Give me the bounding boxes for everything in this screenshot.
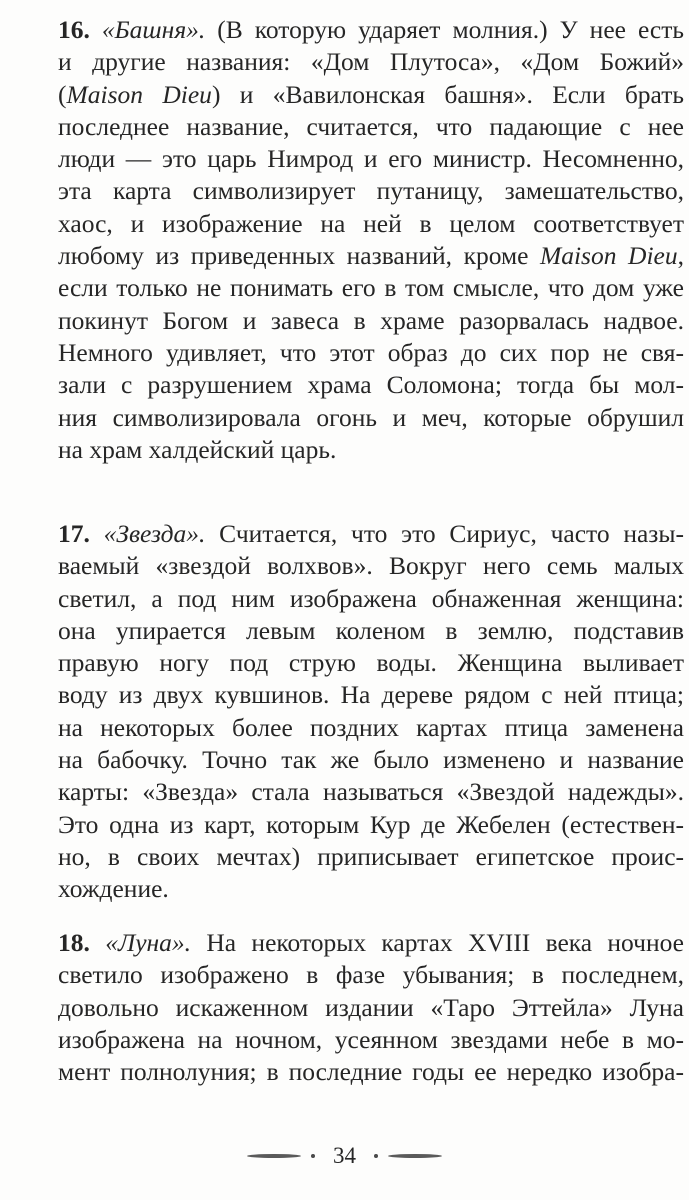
ornament-left-icon [247,1154,301,1158]
bullet-icon [311,1154,315,1158]
entry-18-paragraph [58,927,684,1088]
text-fragment: ) и «Вавилонская башня». Если брать [211,79,684,109]
entry-16-paragraph [58,14,684,466]
text-line: и другие названия: «Дом Плутоса», «Дом Божий» [58,47,684,77]
text-line: довольно искаженном издании «Таро Эттейла» Луна [58,992,684,1022]
text-line [58,240,684,272]
text-line: ваемый «звездой волхвов». Вокруг него семь малых [58,551,684,581]
text-line: Это одна из карт, которым Кур де Жебелен (естествен- [58,809,684,839]
page-footer [0,1138,689,1174]
italic-term: Maison Dieu [66,79,212,109]
text-line: Немного удивляет, что этот образ до сих пор не свя- [58,337,684,367]
page-number: 34 [333,1143,356,1168]
text-fragment: любому из приведенных названий, кроме [58,241,540,271]
bullet-icon [374,1154,378,1158]
text-line: хождение. [58,874,169,904]
text-line: люди — это царь Нимрод и его министр. Несомненно, [58,144,684,174]
text-line [58,927,684,959]
entry-title: «Луна». [105,928,192,957]
text-line: ния символизировала огонь и меч, которые обрушил [58,402,684,432]
entry-number: 16. [58,15,90,44]
text-fragment: На некоторых картах XVIII века ночное [191,928,684,957]
entry-17-paragraph [58,518,684,906]
text-line: изображена на ночном, усеянном звездами небе в мо- [58,1024,684,1054]
entry-title: «Звезда». [103,519,206,548]
text-line: но, в своих мечтах) приписывает египетское проис- [58,841,684,871]
text-line: воду из двух кувшинов. На дереве рядом с ней птица; [58,680,684,710]
text-line: она упирается левым коленом в землю, подставив [58,615,684,645]
italic-term: Maison Dieu [539,241,678,271]
text-fragment: , [677,241,684,271]
text-line: светило изображено в фазе убывания; в последнем, [58,960,684,990]
text-line: эта карта символизирует путаницу, замешательство, [58,176,684,206]
text-line: мент полнолуния; в последние годы ее нередко изобра- [58,1057,684,1087]
text-line [58,14,684,46]
text-line: правую ногу под струю воды. Женщина выливает [58,648,684,678]
text-line: покинут Богом и завеса в храме разорвалась надвое. [58,305,684,335]
text-fragment: Считается, что это Сириус, часто назы- [205,519,684,548]
text-line [58,79,684,111]
entry-number: 18. [58,928,90,957]
text-line: на храм халдейский царь. [58,434,337,464]
text-line: на бабочку. Точно так же было изменено и название [58,745,684,775]
text-fragment: ( [58,79,67,109]
text-line: зали с разрушением храма Соломона; тогда бы мол- [58,370,684,400]
text-line: светил, а под ним изображена обнаженная женщина: [58,583,684,613]
text-line: карты: «Звезда» стала называться «Звездой надежды». [58,777,684,807]
ornament-right-icon [388,1154,442,1158]
text-line [58,518,684,550]
text-fragment: (В которую ударяет молния.) У нее есть [205,15,684,44]
entry-number: 17. [58,519,90,548]
text-line: последнее название, считается, что падающие с нее [58,111,684,141]
text-line: если только не понимать его в том смысле, что дом уже [58,273,684,303]
text-line: на некоторых более поздних картах птица заменена [58,712,684,742]
text-line: хаос, и изображение на ней в целом соответствует [58,208,684,238]
entry-title: «Башня». [101,15,206,44]
